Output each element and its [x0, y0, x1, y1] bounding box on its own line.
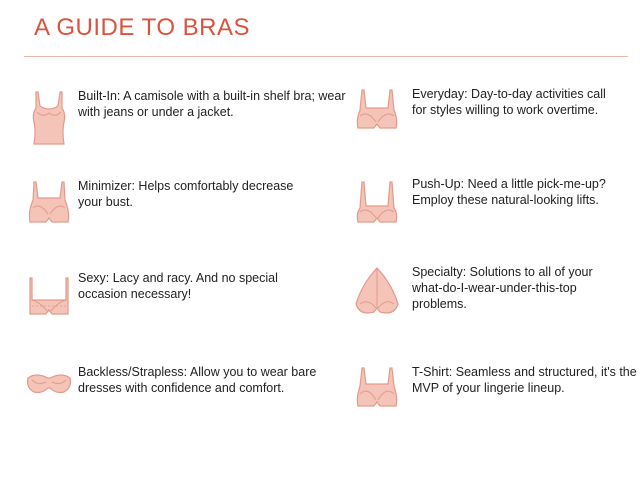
item-description: Specialty: Solutions to all of your what-do-I-wear-under-this-top problems.	[412, 265, 593, 311]
guide-item-sexy	[24, 270, 314, 330]
push-up-bra-icon	[352, 176, 402, 236]
everyday-bra-icon	[352, 86, 402, 146]
minimizer-bra-icon	[24, 178, 74, 238]
t-shirt-bra-icon	[352, 364, 402, 424]
guide-item-everyday	[352, 86, 640, 146]
guide-item-t-shirt	[352, 364, 640, 424]
guide-item-specialty	[352, 264, 640, 324]
item-description: Minimizer: Helps comfortably decrease your bust.	[78, 179, 294, 209]
strapless-bra-icon	[24, 364, 74, 424]
camisole-icon	[24, 88, 74, 148]
halter-bra-icon	[352, 264, 402, 324]
item-description: Push-Up: Need a little pick-me-up? Employ these natural-looking lifts.	[412, 177, 606, 207]
title-divider	[24, 56, 628, 57]
page-title: A GUIDE TO BRAS	[34, 14, 251, 41]
guide-item-minimizer	[24, 178, 314, 238]
item-description: Sexy: Lacy and racy. And no special occasion necessary!	[78, 271, 278, 301]
item-description: T-Shirt: Seamless and structured, it's the MVP of your lingerie lineup.	[412, 365, 637, 395]
item-description: Everyday: Day-to-day activities call for styles willing to work overtime.	[412, 87, 606, 117]
guide-item-backless-strapless	[24, 364, 317, 424]
item-description: Built-In: A camisole with a built-in shelf bra; wear with jeans or under a jacket.	[78, 89, 346, 119]
item-description: Backless/Strapless: Allow you to wear bare dresses with confidence and comfort.	[78, 365, 317, 395]
sexy-bra-icon	[24, 270, 74, 330]
guide-item-push-up	[352, 176, 640, 236]
guide-item-built-in	[24, 88, 346, 148]
